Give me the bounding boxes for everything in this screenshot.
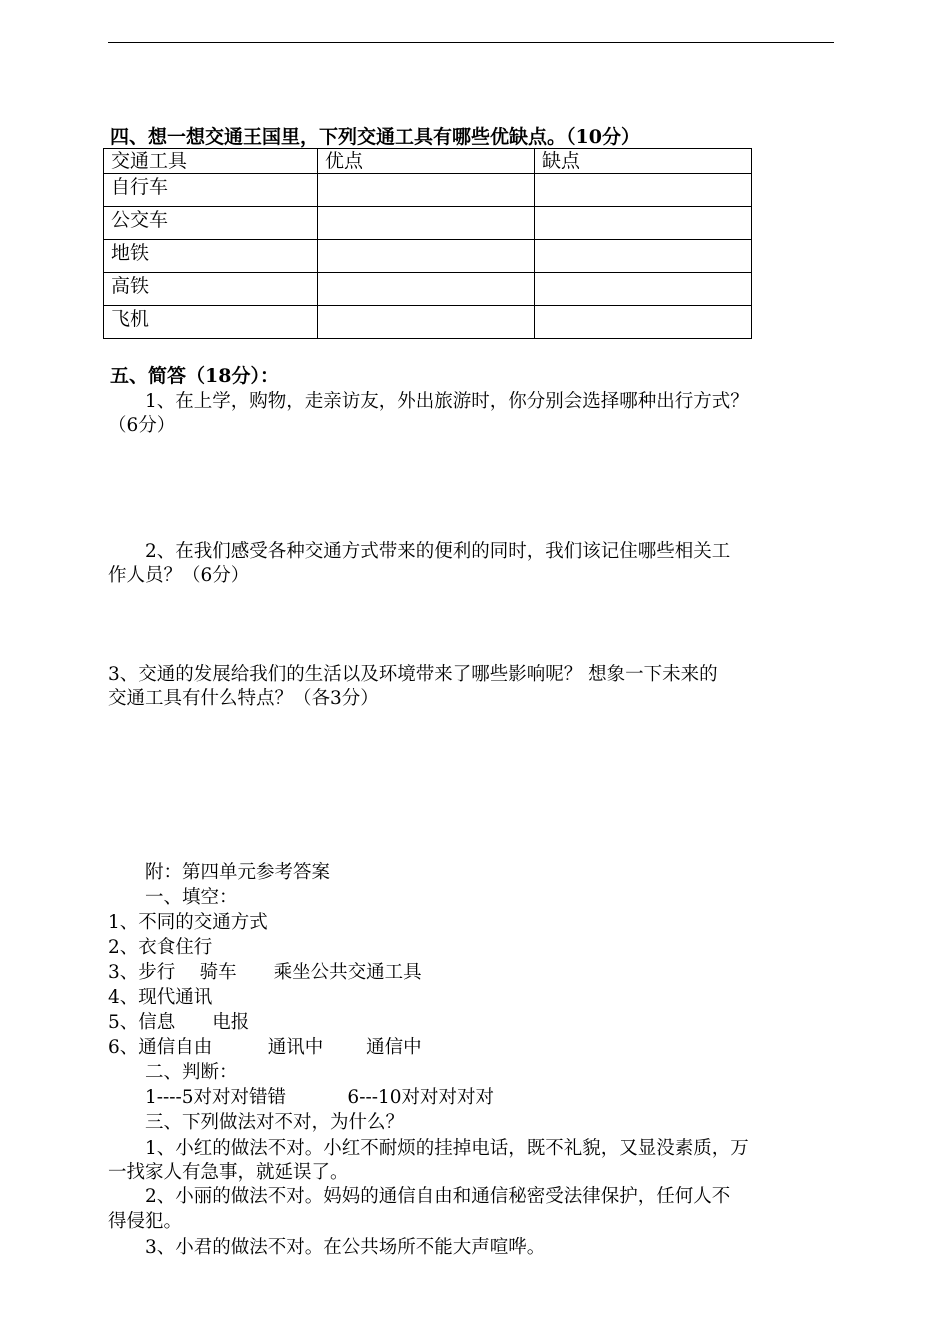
- table-header-row: [104, 149, 752, 174]
- table-row: [104, 207, 752, 240]
- table-cell: [318, 240, 535, 273]
- table-row: [104, 174, 752, 207]
- table-header-cell: 缺点: [535, 149, 752, 174]
- table-row: [104, 240, 752, 273]
- answer-1-line-2: 一找家人有急事，就延误了。: [108, 1162, 349, 1183]
- table-header-cell: 优点: [318, 149, 535, 174]
- table-cell: 高铁: [104, 273, 318, 306]
- table-cell: [318, 174, 535, 207]
- answers-part3-title: 三、下列做法对不对，为什么？: [145, 1112, 405, 1133]
- table-cell: [535, 306, 752, 339]
- fill-answer: 5、信息 电报: [108, 1012, 250, 1033]
- answer-2-line-1: 2、小丽的做法不对。妈妈的通信自由和通信秘密受法律保护，任何人不: [145, 1186, 731, 1207]
- table-row: [104, 273, 752, 306]
- table-cell: 飞机: [104, 306, 318, 339]
- table-header-cell: 交通工具: [104, 149, 318, 174]
- question-1-line-1: 1、在上学，购物，走亲访友，外出旅游时，你分别会选择哪种出行方式？: [145, 391, 749, 412]
- question-3-line-2: 交通工具有什么特点？（各3分）: [108, 688, 379, 709]
- table-cell: [318, 273, 535, 306]
- fill-answer: 6、通信自由 通讯中 通信中: [108, 1037, 422, 1058]
- fill-answer: 2、衣食住行: [108, 937, 213, 958]
- answers-part1-title: 一、填空：: [145, 887, 238, 908]
- answers-part2-title: 二、判断：: [145, 1062, 238, 1083]
- table-cell: [318, 207, 535, 240]
- table-row: [104, 306, 752, 339]
- answer-3-line-1: 3、小君的做法不对。在公共场所不能大声喧哗。: [145, 1237, 546, 1258]
- table-cell: [535, 174, 752, 207]
- fill-answer: 3、步行 骑车 乘坐公共交通工具: [108, 962, 422, 983]
- question-2-line-2: 作人员？（6分）: [108, 565, 250, 586]
- header-rule: [108, 42, 834, 43]
- answer-2-line-2: 得侵犯。: [108, 1211, 183, 1232]
- answers-title: 附：第四单元参考答案: [145, 862, 331, 883]
- question-2-line-1: 2、在我们感受各种交通方式带来的便利的同时，我们该记住哪些相关工: [145, 541, 731, 562]
- answer-1-line-1: 1、小红的做法不对。小红不耐烦的挂掉电话，既不礼貌，又显没素质，万: [145, 1138, 749, 1159]
- fill-answer: 1、不同的交通方式: [108, 912, 268, 933]
- table-cell: 自行车: [104, 174, 318, 207]
- fill-answer: 4、现代通讯: [108, 987, 213, 1008]
- table-cell: [535, 207, 752, 240]
- question-3-line-1: 3、交通的发展给我们的生活以及环境带来了哪些影响呢？ 想象一下未来的: [108, 664, 718, 685]
- judge-answers: 1----5对对对错错 6---10对对对对对: [145, 1087, 494, 1108]
- section5-heading: 五、简答（18分）：: [110, 365, 279, 387]
- table-cell: [535, 273, 752, 306]
- section4-heading: 四、想一想交通王国里，下列交通工具有哪些优缺点。（10分）: [110, 126, 640, 148]
- vehicle-table: [103, 148, 752, 339]
- question-1-line-2: （6分）: [108, 415, 176, 436]
- table-cell: [318, 306, 535, 339]
- table-cell: [535, 240, 752, 273]
- table-cell: 公交车: [104, 207, 318, 240]
- table-cell: 地铁: [104, 240, 318, 273]
